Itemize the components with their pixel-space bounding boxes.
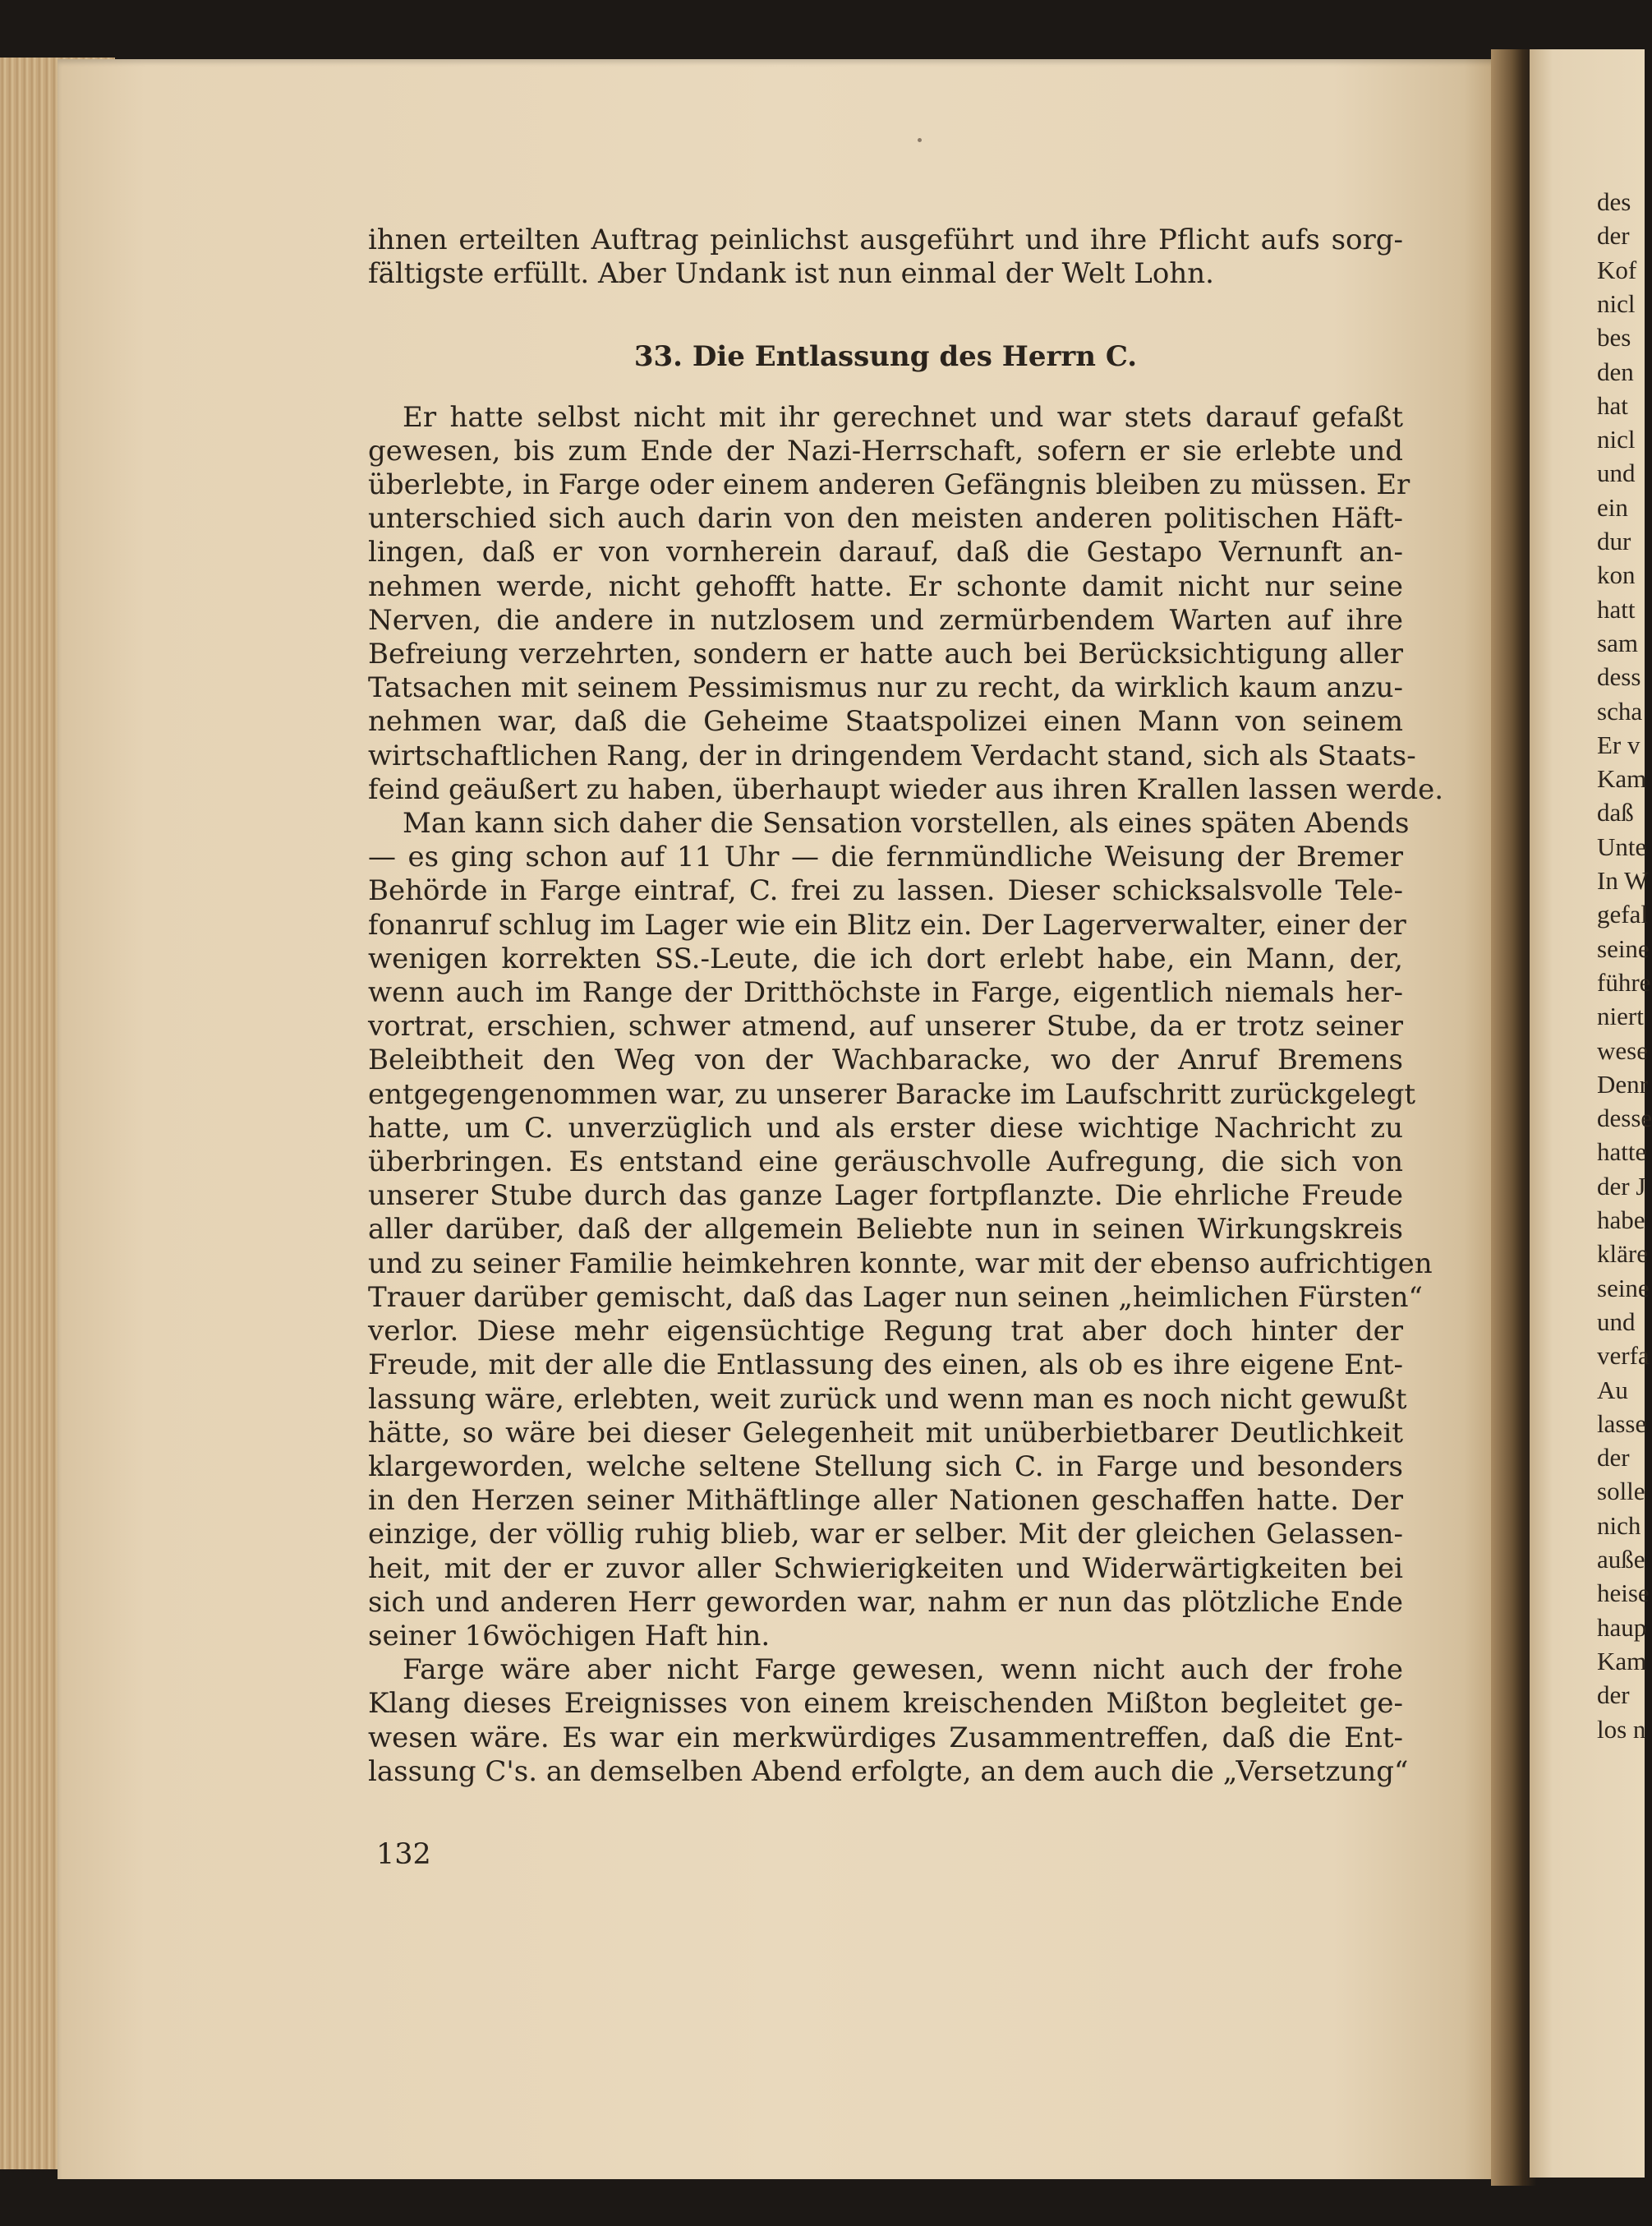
facing-page-fragment: Kof <box>1597 255 1637 284</box>
facing-page-fragment: In W <box>1597 866 1649 895</box>
facing-page-fragment: ein <box>1597 492 1628 522</box>
text-line: klargeworden, welche seltene Stellung sich C. in Farge und besonders <box>368 1449 1403 1483</box>
facing-page-fragment: seine <box>1597 933 1650 963</box>
text-line: hätte, so wäre bei dieser Gelegenheit mit unüberbietbarer Deutlichkeit <box>368 1416 1403 1449</box>
text-line: Nerven, die andere in nutzlosem und zermürbendem Warten auf ihre <box>368 603 1403 637</box>
text-line: Farge wäre aber nicht Farge gewesen, wenn nicht auch der frohe <box>403 1653 1403 1687</box>
text-line: heit, mit der er zuvor aller Schwierigkeiten und Widerwärtigkeiten bei <box>368 1551 1403 1585</box>
text-line: einzige, der völlig ruhig blieb, war er selber. Mit der gleichen Gelassen- <box>368 1518 1403 1551</box>
facing-page-fragment: der J <box>1597 1171 1646 1201</box>
text-line: wirtschaftlichen Rang, der in dringendem Verdacht stand, sich als Staats- <box>368 739 1416 772</box>
text-line: lassung wäre, erlebten, weit zurück und wenn man es noch nicht gewußt <box>368 1382 1407 1416</box>
text-line: entgegengenommen war, zu unserer Baracke im Laufschritt zurückgelegt <box>368 1077 1415 1111</box>
text-line: sich und anderen Herr geworden war, nahm er nun das plötzliche Ende <box>368 1585 1403 1619</box>
facing-page-fragment: kläre <box>1597 1239 1648 1269</box>
text-line: unserer Stube durch das ganze Lager fortpflanzte. Die ehrliche Freude <box>368 1179 1403 1213</box>
facing-page-fragment: Unte <box>1597 832 1647 861</box>
facing-page-fragment: dur <box>1597 527 1631 555</box>
facing-page-fragment: daß <box>1597 798 1634 827</box>
paragraph <box>368 1653 1409 1789</box>
facing-page-fragment: desse <box>1597 1104 1652 1133</box>
section-heading: 33. Die Entlassung des Herrn C. <box>633 340 1138 374</box>
facing-page-fragment: heise <box>1597 1578 1650 1608</box>
text-line: seiner 16wöchigen Haft hin. <box>368 1619 771 1652</box>
facing-page-fragment: Au <box>1597 1375 1628 1404</box>
facing-page <box>1530 49 1652 2178</box>
text-line: fonanruf schlug im Lager wie ein Blitz ein. Der Lagerverwalter, einer der <box>368 908 1406 942</box>
facing-page-fragment: habe <box>1597 1205 1645 1234</box>
facing-page-fragment: lasse <box>1597 1408 1647 1438</box>
facing-page-fragment: nich <box>1597 1510 1641 1540</box>
facing-page-fragment: niert <box>1597 1002 1644 1031</box>
text-line: nehmen war, daß die Geheime Staatspolizei einen Mann von seinem <box>368 705 1403 739</box>
text-line: Tatsachen mit seinem Pessimismus nur zu recht, da wirklich kaum anzu- <box>368 671 1403 705</box>
facing-page-fragment: haup <box>1597 1612 1647 1642</box>
facing-page-fragment: Denr <box>1597 1069 1648 1099</box>
text-line: aller darüber, daß der allgemein Beliebte nun in seinen Wirkungskreis <box>368 1213 1403 1247</box>
text-line: wesen wäre. Es war ein merkwürdiges Zusammentreffen, daß die Ent- <box>368 1721 1403 1754</box>
facing-page-fragment: seine <box>1597 1273 1650 1302</box>
facing-page-fragment: auße <box>1597 1545 1645 1574</box>
facing-page-fragment: Kam <box>1597 1646 1647 1675</box>
paragraph <box>368 400 1444 807</box>
facing-page-fragment: der <box>1597 221 1630 251</box>
text-line: überbringen. Es entstand eine geräuschvolle Aufregung, die sich von <box>368 1145 1403 1179</box>
facing-page-fragment: hatte <box>1597 1137 1647 1167</box>
text-line: wenigen korrekten SS.-Leute, die ich dort erlebt habe, ein Mann, der, <box>368 942 1403 975</box>
facing-page-fragment: scha <box>1597 696 1643 726</box>
facing-page-fragment: der <box>1597 1443 1630 1472</box>
text-line: lingen, daß er von vornherein darauf, daß die Gestapo Vernunft an- <box>368 536 1403 569</box>
text-line: Er hatte selbst nicht mit ihr gerechnet und war stets darauf gefaßt <box>403 400 1403 434</box>
text-line: Trauer darüber gemischt, daß das Lager nun seinen „heimlichen Fürsten“ <box>368 1280 1423 1314</box>
facing-page-fragment: sam <box>1597 628 1638 657</box>
facing-page-fragment: wese <box>1597 1035 1648 1065</box>
paragraph <box>368 807 1433 1653</box>
text-line: lassung C's. an demselben Abend erfolgte, an dem auch die „Versetzung“ <box>368 1754 1409 1788</box>
facing-page-fragment: verfa <box>1597 1341 1650 1371</box>
facing-page-fragment: hatt <box>1597 594 1636 624</box>
facing-page-fragment: der <box>1597 1680 1630 1710</box>
text-line: überlebte, in Farge oder einem anderen Gefängnis bleiben zu müssen. Er <box>368 468 1410 502</box>
text-line: verlor. Diese mehr eigensüchtige Regung trat aber doch hinter der <box>368 1315 1403 1348</box>
text-line: Klang dieses Ereignisses von einem kreischenden Mißton begleitet ge- <box>368 1687 1403 1721</box>
text-line: — es ging schon auf 11 Uhr — die fernmündliche Weisung der Bremer <box>368 841 1403 874</box>
facing-page-fragment: und <box>1597 1307 1636 1336</box>
paper-speck <box>918 138 922 142</box>
text-line: Behörde in Farge eintraf, C. frei zu lassen. Dieser schicksalsvolle Tele- <box>368 874 1403 908</box>
facing-page-fragment: kon <box>1597 560 1636 590</box>
text-line: vortrat, erschien, schwer atmend, auf unserer Stube, da er trotz seiner <box>368 1010 1403 1044</box>
facing-page-fragment: nicl <box>1597 288 1636 318</box>
facing-page-fragment: führe <box>1597 967 1651 997</box>
page-text <box>368 224 1444 1789</box>
facing-page-fragment: bes <box>1597 323 1631 353</box>
facing-page-fragment: solle <box>1597 1477 1645 1506</box>
text-line: Freude, mit der alle die Entlassung des einen, als ob es ihre eigene Ent- <box>368 1348 1403 1382</box>
facing-page-fragment: nicl <box>1597 425 1636 454</box>
text-line: und zu seiner Familie heimkehren konnte, war mit der ebenso aufrichtigen <box>368 1247 1433 1280</box>
page-number: 132 <box>376 1838 431 1871</box>
text-line: unterschied sich auch darin von den meisten anderen politischen Häft- <box>368 502 1403 536</box>
text-line: gewesen, bis zum Ende der Nazi-Herrschaft, sofern er sie erlebte und <box>368 434 1403 468</box>
text-line: Beleibtheit den Weg von der Wachbaracke, wo der Anruf Bremens <box>368 1044 1403 1077</box>
facing-page-fragment: los n <box>1597 1714 1646 1744</box>
facing-page-fragment: gefal <box>1597 900 1648 929</box>
text-line: wenn auch im Range der Dritthöchste in Farge, eigentlich niemals her- <box>368 976 1403 1010</box>
carryover-paragraph <box>368 224 1403 291</box>
text-line: hatte, um C. unverzüglich und als erster diese wichtige Nachricht zu <box>368 1111 1403 1145</box>
facing-page-fragment: dess <box>1597 662 1641 692</box>
facing-page-fragment: Kam <box>1597 764 1647 794</box>
text-line: Befreiung verzehrten, sondern er hatte auch bei Berücksichtigung aller <box>368 638 1403 671</box>
text-line: fältigste erfüllt. Aber Undank ist nun einmal der Welt Lohn. <box>368 257 1214 291</box>
facing-page-fragment: Er v <box>1597 730 1640 759</box>
text-line: nehmen werde, nicht gehofft hatte. Er schonte damit nicht nur seine <box>368 569 1403 603</box>
text-line: Man kann sich daher die Sensation vorstellen, als eines späten Abends <box>403 807 1410 841</box>
facing-page-fragment: hat <box>1597 390 1628 420</box>
text-line: feind geäußert zu haben, überhaupt wieder aus ihren Krallen lassen werde. <box>368 772 1444 806</box>
text-line: in den Herzen seiner Mithäftlinge aller Nationen geschaffen hatte. Der <box>368 1484 1403 1518</box>
text-line: ihnen erteilten Auftrag peinlichst ausgeführt und ihre Pflicht aufs sorg- <box>368 224 1403 256</box>
facing-page-fragment: und <box>1597 459 1636 488</box>
facing-page-fragment: des <box>1597 187 1631 216</box>
facing-page-fragment: den <box>1597 357 1634 386</box>
